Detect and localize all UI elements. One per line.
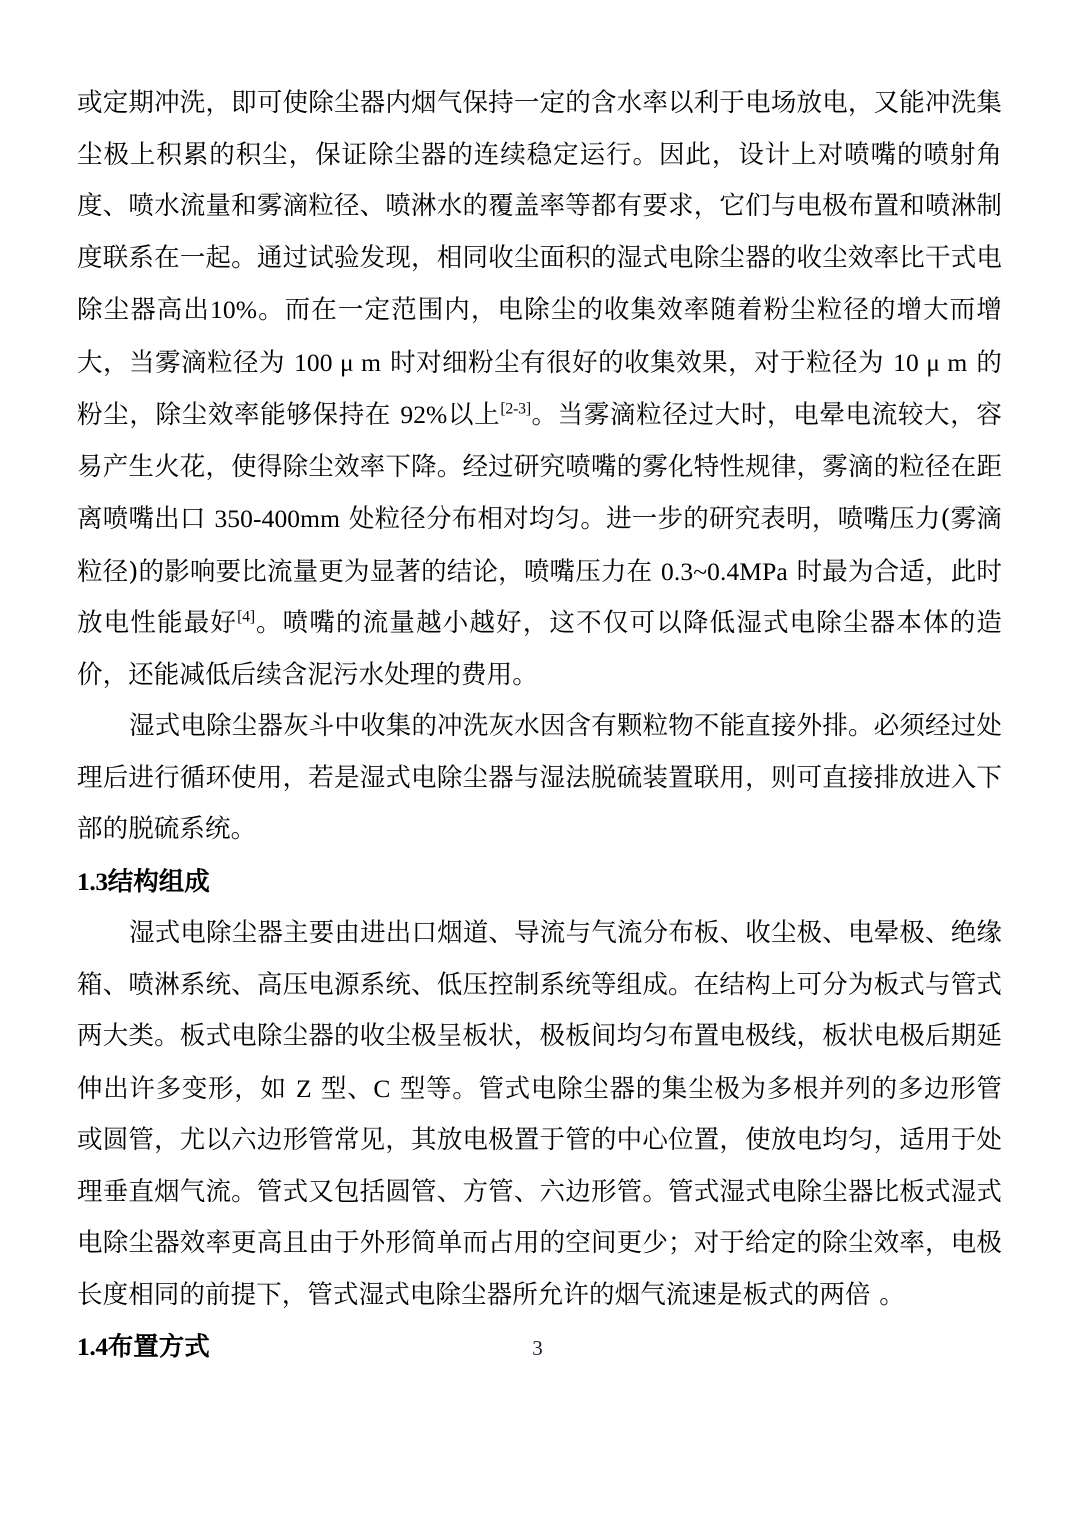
page-number: 3	[532, 1336, 543, 1360]
section-number: 1.3	[77, 866, 108, 896]
text-run: 的粉尘，除尘效率能够保持在	[77, 347, 1003, 430]
latin-run: 100 μ m	[294, 347, 382, 377]
text-run: 以上	[447, 400, 501, 430]
citation-marker: [4]	[237, 608, 255, 626]
paragraph-1	[77, 78, 1002, 701]
latin-run: Z	[295, 1073, 312, 1103]
latin-run: 10 μ m	[893, 347, 968, 377]
latin-run: 10%	[210, 295, 258, 324]
paragraph-2	[77, 701, 1002, 856]
citation-marker: [2-3]	[500, 400, 531, 418]
section-title: 布置方式	[107, 1332, 210, 1362]
text-run: 湿式电除尘器主要由进出口烟道、导流与气流分布板、收尘极、电晕极、绝缘箱、喷淋系统、高压电源系统、低压控制系统等组成。在结构上可分为板式与管式两大类。板式电除尘器的收尘极呈板状，极板间均匀布置电极线，板状电极后期延伸出许多变形，如	[77, 918, 1002, 1104]
text-run: 。当雾滴粒径过大时，电晕电流较大，容易产生火花，使得除尘效率下降。经过研究喷嘴的雾化特性规律，雾滴的粒径在距离喷嘴出口	[77, 400, 1002, 534]
text-run: 型等。管式电除尘器的集尘极为多根并列的多边形管或圆管，尤以六边形管常见，其放电极置于管的中心位置，使放电均匀，适用于处理垂直烟气流。管式又包括圆管、方管、六边形管。管式湿式电除尘器比板式湿式电除尘器效率更高且由于外形简单而占用的空间更少；对于给定的除尘效率，电极长度相同的前提下，管式湿式电除尘器所允许的烟气流速是板式的两倍 。	[77, 1073, 1002, 1310]
text-run: 处粒径分布相对均匀。进一步的研究表明，喷嘴压力(雾滴粒径)的影响要比流量更为显著的结论，喷嘴压力在	[77, 504, 1002, 587]
paragraph-3	[77, 908, 1002, 1321]
text-run: 。喷嘴的流量越小越好，这不仅可以降低湿式电除尘器本体的造价，还能减低后续含泥污水处理的费用。	[77, 608, 1002, 690]
section-number: 1.4	[77, 1332, 108, 1361]
section-title: 结构组成	[107, 866, 210, 897]
latin-run: C	[373, 1073, 391, 1103]
text-run: 。而在一定范围内，电除尘的收集效率随着粉尘粒径的增大而增大，当雾滴粒径为	[77, 295, 1002, 378]
latin-run: 350-400mm	[214, 504, 341, 533]
text-run: 时最为合适，此时放电性能最好	[77, 556, 1002, 638]
text-run: 时对细粉尘有很好的收集效果，对于粒径为	[381, 347, 894, 378]
latin-run: 92%	[400, 400, 448, 429]
text-run: 或定期冲洗，即可使除尘器内烟气保持一定的含水率以利于电场放电，又能冲洗集尘极上积累的积尘，保证除尘器的连续稳定运行。因此，设计上对喷嘴的喷射角度、喷水流量和雾滴粒径、喷淋水的覆盖率等都有要求，它们与电极布置和喷淋制度联系在一起。通过试验发现，相同收尘面积的湿式电除尘器的收尘效率比干式电除尘器高出	[77, 88, 1002, 325]
latin-run: 0.3~0.4MPa	[661, 556, 788, 586]
page-content	[77, 78, 1002, 1374]
text-run: 型、	[311, 1073, 374, 1104]
section-heading-1-3	[77, 856, 1002, 909]
text-run: 湿式电除尘器灰斗中收集的冲洗灰水因含有颗粒物不能直接外排。必须经过处理后进行循环使用，若是湿式电除尘器与湿法脱硫装置联用，则可直接排放进入下部的脱硫系统。	[77, 711, 1002, 844]
